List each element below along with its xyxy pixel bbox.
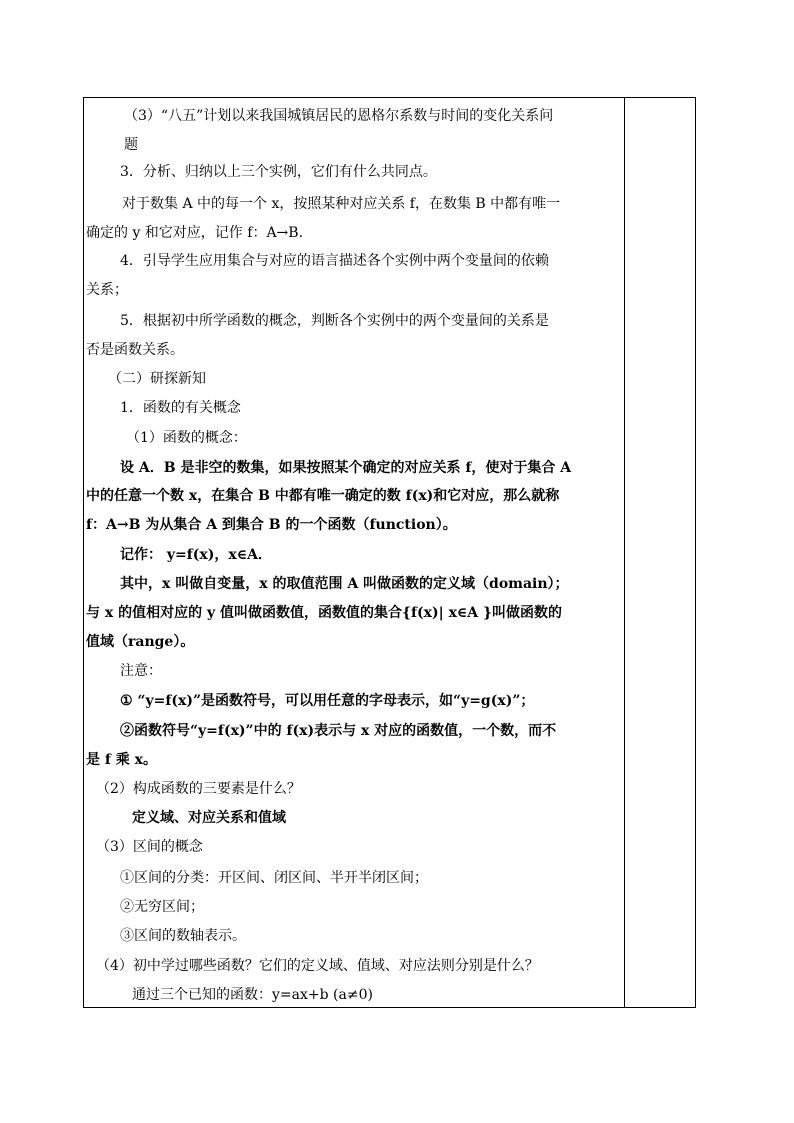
text-line: 通过三个已知的函数：y=ax+b (a≠0) (132, 987, 373, 1003)
definition-line: 设 A．B 是非空的数集，如果按照某个确定的对应关系 f，使对于集合 A (120, 460, 572, 476)
definition-line: 中的任意一个数 x，在集合 B 中都有唯一确定的数 f(x)和它对应，那么就称 (86, 488, 560, 504)
definition-line: f：A→B 为从集合 A 到集合 B 的一个函数（function）。 (86, 517, 457, 533)
text-line: 5．根据初中所学函数的概念，判断各个实例中的两个变量间的关系是 (120, 313, 549, 329)
answer-line: 定义域、对应关系和值域 (132, 810, 286, 826)
note-line: ① “y=f(x)”是函数符号，可以用任意的字母表示，如“y=g(x)”； (120, 693, 535, 709)
text-line: 确定的 y 和它对应，记作 f：A→B. (86, 225, 304, 241)
lesson-table (83, 97, 696, 1008)
text-line: （3）“八五”计划以来我国城镇居民的恩格尔系数与时间的变化关系问 (124, 108, 554, 124)
text-line: 1．函数的有关概念 (120, 400, 241, 416)
text-line: 关系； (86, 282, 128, 298)
note-label: 注意： (120, 663, 162, 679)
text-line: （1）函数的概念： (126, 430, 247, 446)
question-line: （4）初中学过哪些函数？它们的定义域、值域、对应法则分别是什么？ (96, 958, 539, 974)
text-line: 对于数集 A 中的每一个 x，按照某种对应关系 f，在数集 B 中都有唯一 (122, 196, 561, 212)
note-line: ②函数符号“y=f(x)”中的 f(x)表示与 x 对应的函数值，一个数，而不 (120, 723, 557, 739)
notes-column-cell (625, 98, 695, 1007)
lesson-content-cell (84, 98, 624, 1007)
list-item: ②无穷区间； (120, 899, 204, 915)
list-item: ①区间的分类：开区间、闭区间、半开半闭区间； (120, 870, 428, 886)
note-line: 是 f 乘 x。 (86, 752, 157, 768)
question-line: （2）构成函数的三要素是什么？ (96, 781, 301, 797)
section-heading: （二）研探新知 (108, 371, 206, 387)
definition-line: 其中，x 叫做自变量，x 的取值范围 A 叫做函数的定义域（domain）； (120, 576, 569, 592)
text-line: 否是函数关系。 (86, 342, 184, 358)
subheading-line: （3）区间的概念 (96, 839, 203, 855)
text-line: 3．分析、归纳以上三个实例，它们有什么共同点。 (120, 164, 437, 180)
text-line: 4．引导学生应用集合与对应的语言描述各个实例中两个变量间的依赖 (120, 253, 549, 269)
text-line: 题 (124, 137, 138, 153)
list-item: ③区间的数轴表示。 (120, 928, 246, 944)
notation-line: 记作： y=f(x)，x∈A． (120, 547, 272, 563)
definition-line: 值域（range）。 (86, 634, 195, 650)
definition-line: 与 x 的值相对应的 y 值叫做函数值，函数值的集合{f(x)| x∈A }叫做函数的 (86, 605, 563, 621)
